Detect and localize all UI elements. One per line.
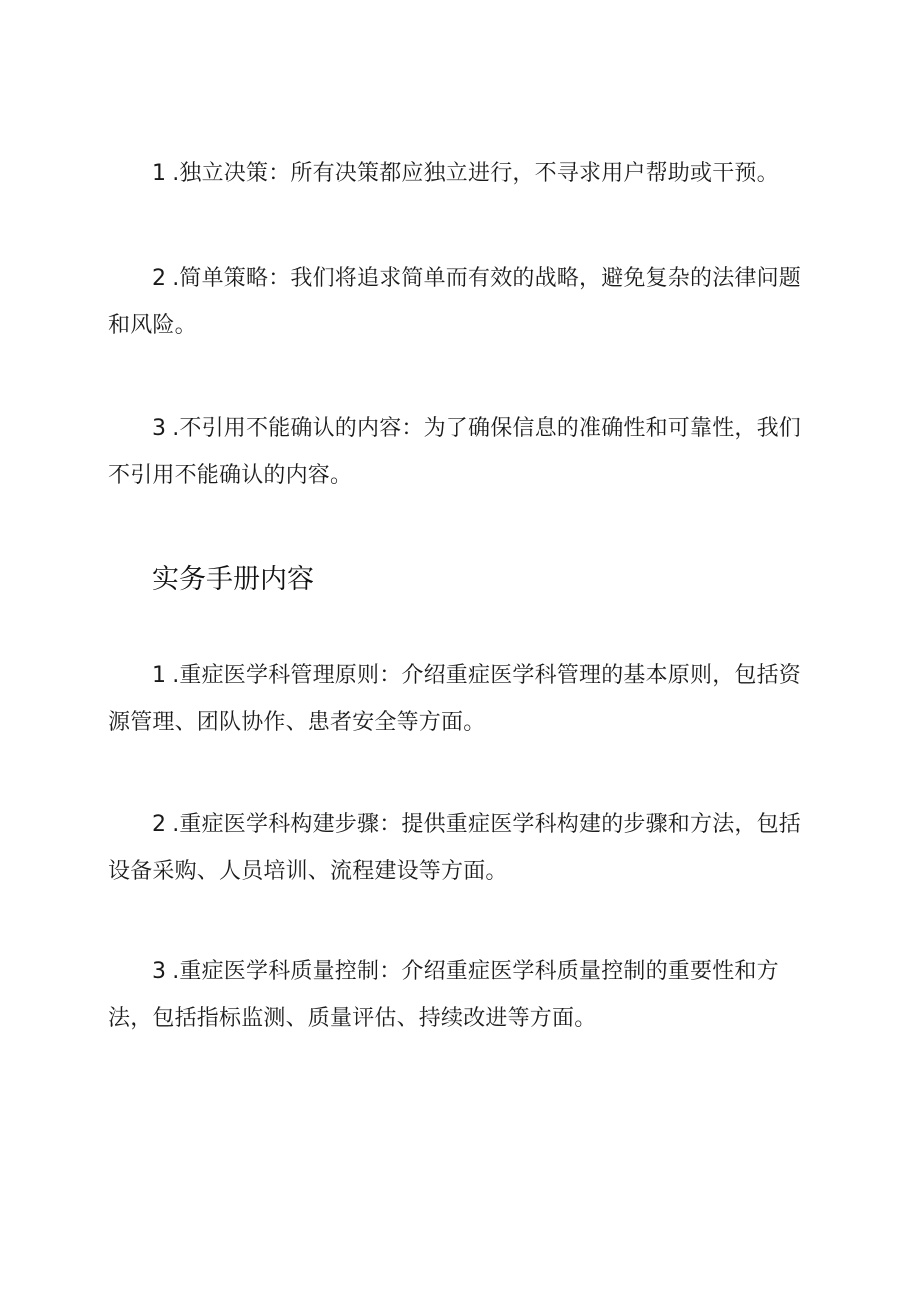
intro-item-3-text: .不引用不能确认的内容：为了确保信息的准确性和可靠性，我们不引用不能确认的内容。 — [108, 416, 801, 488]
section-item-3 — [108, 948, 808, 1042]
intro-item-1-number: 1 — [152, 161, 167, 186]
section-item-2-text: .重症医学科构建步骤：提供重症医学科构建的步骤和方法，包括设备采购、人员培训、流程建设等方面。 — [108, 812, 801, 884]
section-item-3-number: 3 — [152, 959, 167, 984]
intro-item-2-number: 2 — [152, 266, 167, 291]
intro-item-2 — [108, 255, 808, 349]
section-item-1-text: .重症医学科管理原则：介绍重症医学科管理的基本原则，包括资源管理、团队协作、患者安全等方面。 — [108, 663, 801, 735]
section-item-2-number: 2 — [152, 812, 167, 837]
section-item-3-text: .重症医学科质量控制：介绍重症医学科质量控制的重要性和方法，包括指标监测、质量评估、持续改进等方面。 — [108, 959, 779, 1031]
section-item-1-number: 1 — [152, 663, 167, 688]
intro-item-2-text: .简单策略：我们将追求简单而有效的战略，避免复杂的法律问题和风险。 — [108, 266, 801, 338]
intro-item-3-number: 3 — [152, 416, 167, 441]
intro-item-3 — [108, 405, 808, 499]
intro-item-1-text: .独立决策：所有决策都应独立进行，不寻求用户帮助或干预。 — [172, 161, 779, 186]
intro-item-1 — [108, 150, 808, 197]
section-item-2 — [108, 801, 808, 895]
section-item-1 — [108, 652, 808, 746]
section-heading: 实务手册内容 — [152, 564, 314, 595]
